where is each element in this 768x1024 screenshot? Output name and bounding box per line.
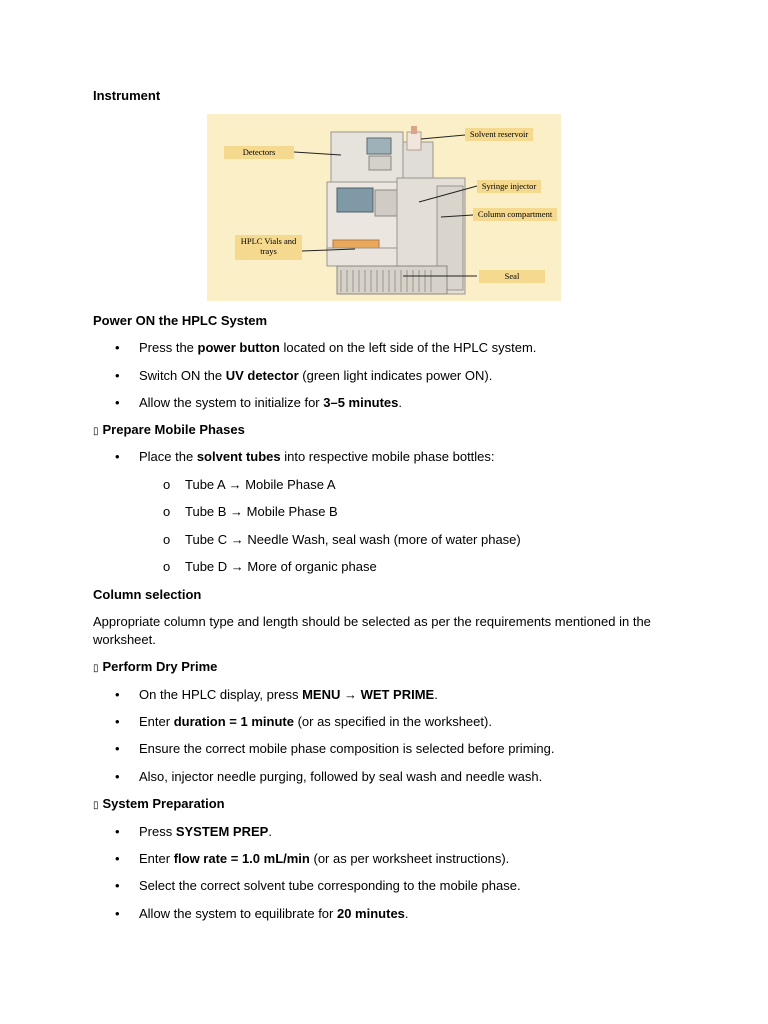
system-bullet-4	[115, 906, 409, 922]
mobile-b1-bold: solvent tubes	[196, 449, 281, 464]
mobile-b1-post: into respective mobile phase bottles:	[280, 449, 495, 464]
label-hplc-vials	[235, 235, 302, 260]
sub-bullet-glyph: o	[163, 532, 171, 547]
column-paragraph: Appropriate column type and length should be selected as per the requirements mentioned in the worksheet.	[93, 614, 651, 647]
dry-b1-bold: MENU → WET PRIME	[302, 687, 435, 702]
mobile-heading	[93, 422, 245, 440]
power-b3-pre: Allow the system to initialize for	[139, 395, 324, 410]
dry-b2-post: (or as specified in the worksheet).	[293, 714, 492, 729]
system-b2-pre: Enter	[139, 851, 174, 866]
power-b2-post: (green light indicates power ON).	[298, 368, 493, 383]
power-heading: Power ON the HPLC System	[93, 313, 268, 328]
dry-b2-pre: Enter	[139, 714, 174, 729]
power-b2-bold: UV detector	[225, 368, 299, 383]
dry-bullet-1	[115, 687, 438, 703]
bullet-glyph: •	[115, 906, 120, 921]
mobile-b1-pre: Place the	[139, 449, 197, 464]
mobile-heading-text: Prepare Mobile Phases	[102, 422, 245, 437]
sub-bullet-glyph: o	[163, 477, 171, 492]
system-bullet-2	[115, 851, 510, 867]
tube-item	[163, 504, 338, 520]
missing-glyph-icon: ▯	[93, 800, 99, 811]
label-column-compartment: Column compartment	[473, 208, 557, 221]
dry-bullet-4	[115, 769, 543, 785]
hplc-instrument-figure	[207, 114, 561, 301]
power-b2-pre: Switch ON the	[139, 368, 226, 383]
system-b4-pre: Allow the system to equilibrate for	[139, 906, 337, 921]
system-heading	[93, 796, 225, 814]
system-b1-pre: Press	[139, 824, 176, 839]
system-b1-bold: SYSTEM PREP	[175, 824, 269, 839]
tube-text: Tube C → Needle Wash, seal wash (more of water phase)	[185, 532, 521, 547]
tube-text: Tube A → Mobile Phase A	[185, 477, 336, 492]
system-heading-text: System Preparation	[102, 796, 225, 811]
power-bullet-2	[115, 368, 493, 384]
bullet-glyph: •	[115, 851, 120, 866]
system-b2-bold: flow rate = 1.0 mL/min	[173, 851, 310, 866]
label-detectors: Detectors	[224, 146, 294, 159]
missing-glyph-icon: ▯	[93, 426, 99, 437]
power-b1-pre: Press the	[139, 340, 198, 355]
power-b3-post: .	[398, 395, 403, 410]
label-seal: Seal	[479, 270, 545, 283]
instrument-heading: Instrument	[93, 88, 161, 103]
dry-bullet-3	[115, 741, 555, 757]
dry-heading-text: Perform Dry Prime	[102, 659, 218, 674]
sub-bullet-glyph: o	[163, 504, 171, 519]
label-syringe-injector: Syringe injector	[477, 180, 541, 193]
tube-item	[163, 477, 336, 493]
bullet-glyph: •	[115, 340, 120, 355]
bullet-glyph: •	[115, 449, 120, 464]
bullet-glyph: •	[115, 824, 120, 839]
dry-b1-post: .	[434, 687, 438, 702]
dry-b2-bold: duration = 1 minute	[173, 714, 294, 729]
label-hplc-vials-line1: HPLC Vials and	[240, 236, 297, 246]
tube-item	[163, 532, 521, 548]
system-b4-post: .	[404, 906, 409, 921]
tube-item	[163, 559, 377, 575]
bullet-glyph: •	[115, 395, 120, 410]
dry-bullet-2	[115, 714, 492, 730]
sub-bullet-glyph: o	[163, 559, 171, 574]
bullet-glyph: •	[115, 741, 120, 756]
power-b3-bold: 3–5 minutes	[323, 395, 399, 410]
bullet-glyph: •	[115, 714, 120, 729]
missing-glyph-icon: ▯	[93, 663, 99, 674]
label-solvent-reservoir: Solvent reservoir	[465, 128, 533, 141]
power-b1-post: located on the left side of the HPLC system.	[279, 340, 537, 355]
bullet-glyph: •	[115, 368, 120, 383]
system-b2-post: (or as per worksheet instructions).	[309, 851, 510, 866]
bullet-glyph: •	[115, 769, 120, 784]
power-bullet-3	[115, 395, 403, 411]
mobile-bullet-1	[115, 449, 495, 465]
power-bullet-1	[115, 340, 537, 356]
tube-text: Tube B → Mobile Phase B	[185, 504, 338, 519]
system-b3-text: Select the correct solvent tube corresponding to the mobile phase.	[139, 878, 521, 893]
dry-b3-text: Ensure the correct mobile phase composition is selected before priming.	[139, 741, 555, 756]
label-hplc-vials-line2: trays	[260, 246, 277, 256]
dry-b4-text: Also, injector needle purging, followed by seal wash and needle wash.	[139, 769, 543, 784]
dry-b1-pre: On the HPLC display, press	[139, 687, 303, 702]
system-b4-bold: 20 minutes	[336, 906, 405, 921]
bullet-glyph: •	[115, 687, 120, 702]
column-heading: Column selection	[93, 587, 202, 602]
power-b1-bold: power button	[197, 340, 280, 355]
bullet-glyph: •	[115, 878, 120, 893]
system-bullet-3	[115, 878, 521, 894]
system-bullet-1	[115, 824, 272, 840]
dry-heading	[93, 659, 217, 677]
tube-text: Tube D → More of organic phase	[185, 559, 377, 574]
system-b1-post: .	[268, 824, 272, 839]
